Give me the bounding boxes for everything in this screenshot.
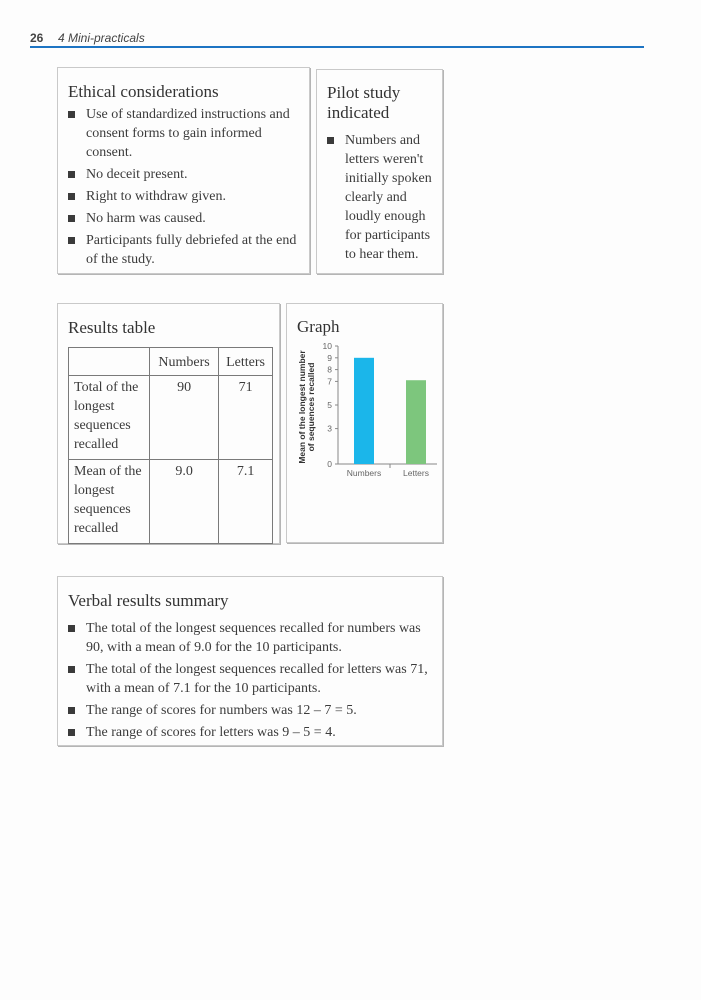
list-item: Numbers and letters weren't initially spoken clearly and loudly enough for participants to hear them.: [327, 131, 432, 264]
page-number: 26: [30, 31, 44, 45]
pilot-title: Pilot study indicated: [327, 83, 401, 122]
y-tick-label: 3: [327, 423, 332, 434]
row-label: Total of the longest sequences recalled: [69, 376, 150, 460]
y-tick-label: 5: [327, 400, 332, 410]
x-tick-label: Letters: [403, 468, 429, 478]
results-table: [68, 347, 273, 544]
list-item: Participants fully debriefed at the end of the study.: [68, 231, 299, 269]
list-item: The range of scores for numbers was 12 – 7 = 5.: [68, 701, 432, 720]
bullet-square-icon: [68, 171, 75, 178]
bar-letters: [406, 380, 426, 464]
bar-numbers: [354, 358, 374, 464]
y-tick-label: 0: [327, 459, 332, 469]
verbal-list: [68, 619, 432, 742]
page-header: [30, 30, 644, 48]
results-title: Results table: [68, 318, 156, 337]
bullet-square-icon: [68, 111, 75, 118]
bar-chart: [287, 304, 444, 544]
chapter-title: 4 Mini-practicals: [58, 31, 145, 45]
verbal-results-box: [57, 576, 443, 746]
cell-numbers: 90: [150, 376, 219, 460]
bullet-square-icon: [68, 237, 75, 244]
ethics-title: Ethical considerations: [68, 82, 219, 101]
ethical-considerations-box: [57, 67, 310, 274]
ethics-list: [68, 105, 299, 269]
list-item: The range of scores for letters was 9 – 5 = 4.: [68, 723, 432, 742]
row-label: Mean of the longest sequences recalled: [69, 460, 150, 544]
column-header: [69, 348, 150, 376]
list-item: No harm was caused.: [68, 209, 299, 228]
bullet-square-icon: [68, 625, 75, 632]
list-item: No deceit present.: [68, 165, 299, 184]
x-tick-label: Numbers: [346, 468, 382, 478]
y-tick-label: 9: [327, 352, 332, 363]
table-row: [69, 460, 273, 544]
y-axis-label: Mean of the longest number: [297, 350, 307, 464]
bullet-square-icon: [68, 707, 75, 714]
list-item: Use of standardized instructions and consent forms to gain informed consent.: [68, 105, 299, 162]
list-item: Right to withdraw given.: [68, 187, 299, 206]
pilot-study-box: [316, 69, 443, 274]
results-table-box: [57, 303, 280, 544]
bullet-square-icon: [68, 193, 75, 200]
y-tick-label: 7: [327, 376, 332, 387]
graph-box: [286, 303, 443, 543]
graph-title: Graph: [297, 317, 340, 336]
column-header: Letters: [219, 348, 273, 376]
list-item: The total of the longest sequences recalled for letters was 71, with a mean of 7.1 for the 10 participants.: [68, 660, 432, 698]
cell-letters: 71: [219, 376, 273, 460]
y-axis-label: of sequences recalled: [306, 362, 316, 452]
bullet-square-icon: [68, 666, 75, 673]
bullet-square-icon: [68, 729, 75, 736]
bullet-square-icon: [68, 215, 75, 222]
y-tick-label: 10: [322, 341, 332, 351]
header-rule: [30, 46, 644, 48]
verbal-title: Verbal results summary: [68, 591, 229, 610]
list-item: The total of the longest sequences recalled for numbers was 90, with a mean of 9.0 for the 10 participants.: [68, 619, 432, 657]
bullet-square-icon: [327, 137, 334, 144]
table-header-row: [69, 348, 273, 376]
pilot-list: [327, 131, 432, 264]
y-tick-label: 8: [327, 364, 332, 375]
table-row: [69, 376, 273, 460]
column-header: Numbers: [150, 348, 219, 376]
cell-numbers: 9.0: [150, 460, 219, 544]
cell-letters: 7.1: [219, 460, 273, 544]
